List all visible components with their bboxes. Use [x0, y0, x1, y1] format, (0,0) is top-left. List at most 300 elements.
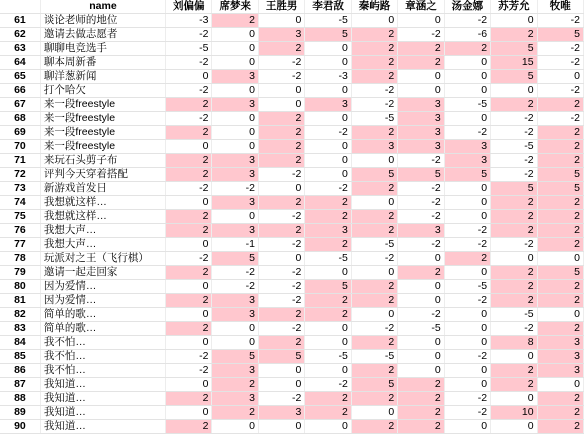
- value-cell[interactable]: 0: [212, 84, 258, 98]
- name-cell[interactable]: 我不怕…: [40, 336, 165, 350]
- value-cell[interactable]: 0: [258, 252, 304, 266]
- value-cell[interactable]: 2: [444, 252, 490, 266]
- value-cell[interactable]: 3: [212, 224, 258, 238]
- value-cell[interactable]: 0: [491, 420, 537, 434]
- value-cell[interactable]: -2: [537, 84, 583, 98]
- row-number[interactable]: 71: [0, 154, 40, 168]
- name-cell[interactable]: 我知道…: [40, 392, 165, 406]
- value-cell[interactable]: 0: [444, 364, 490, 378]
- row-number[interactable]: 83: [0, 322, 40, 336]
- value-cell[interactable]: 0: [444, 420, 490, 434]
- value-cell[interactable]: 5: [444, 168, 490, 182]
- value-cell[interactable]: 0: [398, 364, 444, 378]
- value-cell[interactable]: 2: [491, 280, 537, 294]
- value-cell[interactable]: 0: [258, 378, 304, 392]
- value-cell[interactable]: -2: [491, 168, 537, 182]
- value-cell[interactable]: 3: [537, 364, 583, 378]
- value-cell[interactable]: 2: [258, 196, 304, 210]
- value-cell[interactable]: -2: [258, 56, 304, 70]
- value-cell[interactable]: -2: [351, 98, 397, 112]
- value-cell[interactable]: -2: [166, 56, 212, 70]
- value-cell[interactable]: 3: [305, 98, 351, 112]
- value-cell[interactable]: 2: [537, 224, 583, 238]
- value-cell[interactable]: 2: [537, 238, 583, 252]
- name-cell[interactable]: 我想大声…: [40, 238, 165, 252]
- value-cell[interactable]: -6: [444, 28, 490, 42]
- value-cell[interactable]: 2: [166, 168, 212, 182]
- value-cell[interactable]: 2: [351, 28, 397, 42]
- name-cell[interactable]: 新游戏首发日: [40, 182, 165, 196]
- value-cell[interactable]: 2: [258, 140, 304, 154]
- value-cell[interactable]: 5: [258, 350, 304, 364]
- value-cell[interactable]: 3: [444, 154, 490, 168]
- value-cell[interactable]: -2: [537, 112, 583, 126]
- value-cell[interactable]: 3: [398, 126, 444, 140]
- value-cell[interactable]: 0: [491, 84, 537, 98]
- value-cell[interactable]: 0: [305, 336, 351, 350]
- value-cell[interactable]: 0: [444, 378, 490, 392]
- value-cell[interactable]: 2: [166, 126, 212, 140]
- name-cell[interactable]: 玩派对之王（飞行棋）: [40, 252, 165, 266]
- value-cell[interactable]: 2: [212, 378, 258, 392]
- value-cell[interactable]: 0: [305, 168, 351, 182]
- value-cell[interactable]: -5: [305, 350, 351, 364]
- row-number[interactable]: 80: [0, 280, 40, 294]
- value-cell[interactable]: 2: [537, 196, 583, 210]
- row-number[interactable]: 81: [0, 294, 40, 308]
- value-cell[interactable]: 2: [398, 406, 444, 420]
- row-number[interactable]: 75: [0, 210, 40, 224]
- value-cell[interactable]: 0: [305, 84, 351, 98]
- value-cell[interactable]: 0: [305, 154, 351, 168]
- row-number[interactable]: 65: [0, 70, 40, 84]
- value-cell[interactable]: -3: [305, 70, 351, 84]
- value-cell[interactable]: -2: [444, 224, 490, 238]
- name-cell[interactable]: 我想就这样…: [40, 196, 165, 210]
- header-person[interactable]: 牧唯: [537, 0, 583, 14]
- value-cell[interactable]: 0: [212, 126, 258, 140]
- value-cell[interactable]: -2: [258, 210, 304, 224]
- value-cell[interactable]: 2: [351, 210, 397, 224]
- value-cell[interactable]: -2: [537, 14, 583, 28]
- value-cell[interactable]: 2: [537, 420, 583, 434]
- value-cell[interactable]: 2: [491, 196, 537, 210]
- value-cell[interactable]: 2: [398, 378, 444, 392]
- value-cell[interactable]: -2: [398, 182, 444, 196]
- row-number[interactable]: 77: [0, 238, 40, 252]
- value-cell[interactable]: -2: [351, 322, 397, 336]
- value-cell[interactable]: 2: [398, 266, 444, 280]
- value-cell[interactable]: 3: [537, 336, 583, 350]
- value-cell[interactable]: 3: [398, 140, 444, 154]
- value-cell[interactable]: 0: [258, 420, 304, 434]
- name-cell[interactable]: 邀请一起走回家: [40, 266, 165, 280]
- value-cell[interactable]: 5: [305, 280, 351, 294]
- value-cell[interactable]: 2: [491, 98, 537, 112]
- value-cell[interactable]: 0: [212, 210, 258, 224]
- value-cell[interactable]: 0: [305, 364, 351, 378]
- name-cell[interactable]: 我不怕…: [40, 364, 165, 378]
- value-cell[interactable]: 0: [351, 266, 397, 280]
- header-person[interactable]: 章涵之: [398, 0, 444, 14]
- value-cell[interactable]: 0: [258, 364, 304, 378]
- value-cell[interactable]: -5: [444, 280, 490, 294]
- row-number[interactable]: 86: [0, 364, 40, 378]
- value-cell[interactable]: 0: [351, 308, 397, 322]
- value-cell[interactable]: 5: [491, 182, 537, 196]
- value-cell[interactable]: 2: [305, 196, 351, 210]
- name-cell[interactable]: 我知道…: [40, 420, 165, 434]
- value-cell[interactable]: 2: [351, 126, 397, 140]
- value-cell[interactable]: 2: [398, 420, 444, 434]
- value-cell[interactable]: 0: [212, 42, 258, 56]
- name-cell[interactable]: 来一段freestyle: [40, 140, 165, 154]
- value-cell[interactable]: 0: [305, 140, 351, 154]
- value-cell[interactable]: 2: [537, 392, 583, 406]
- value-cell[interactable]: 2: [351, 392, 397, 406]
- row-number[interactable]: 61: [0, 14, 40, 28]
- value-cell[interactable]: -2: [398, 196, 444, 210]
- value-cell[interactable]: 2: [166, 294, 212, 308]
- value-cell[interactable]: -5: [491, 140, 537, 154]
- value-cell[interactable]: 0: [398, 252, 444, 266]
- value-cell[interactable]: 2: [537, 294, 583, 308]
- value-cell[interactable]: 2: [491, 294, 537, 308]
- value-cell[interactable]: 2: [351, 364, 397, 378]
- value-cell[interactable]: 0: [305, 266, 351, 280]
- value-cell[interactable]: 3: [212, 196, 258, 210]
- row-number[interactable]: 62: [0, 28, 40, 42]
- header-person[interactable]: 王胜男: [258, 0, 304, 14]
- value-cell[interactable]: -2: [398, 28, 444, 42]
- value-cell[interactable]: 2: [351, 56, 397, 70]
- header-person[interactable]: 秦屿路: [351, 0, 397, 14]
- value-cell[interactable]: 0: [305, 420, 351, 434]
- value-cell[interactable]: -2: [491, 154, 537, 168]
- row-number[interactable]: 70: [0, 140, 40, 154]
- value-cell[interactable]: 2: [351, 280, 397, 294]
- value-cell[interactable]: -2: [351, 84, 397, 98]
- header-person[interactable]: 席梦来: [212, 0, 258, 14]
- value-cell[interactable]: 0: [537, 308, 583, 322]
- value-cell[interactable]: 0: [444, 196, 490, 210]
- value-cell[interactable]: 0: [305, 322, 351, 336]
- value-cell[interactable]: 15: [491, 56, 537, 70]
- value-cell[interactable]: 3: [258, 406, 304, 420]
- value-cell[interactable]: -2: [444, 238, 490, 252]
- value-cell[interactable]: 0: [258, 182, 304, 196]
- value-cell[interactable]: -2: [444, 392, 490, 406]
- value-cell[interactable]: 3: [398, 224, 444, 238]
- row-number[interactable]: 73: [0, 182, 40, 196]
- value-cell[interactable]: 0: [166, 336, 212, 350]
- header-rownum[interactable]: [0, 0, 40, 14]
- value-cell[interactable]: 2: [491, 224, 537, 238]
- value-cell[interactable]: 2: [258, 154, 304, 168]
- row-number[interactable]: 79: [0, 266, 40, 280]
- value-cell[interactable]: 2: [166, 210, 212, 224]
- value-cell[interactable]: 3: [212, 98, 258, 112]
- value-cell[interactable]: 2: [258, 42, 304, 56]
- value-cell[interactable]: 5: [537, 182, 583, 196]
- value-cell[interactable]: -2: [166, 252, 212, 266]
- value-cell[interactable]: -2: [212, 280, 258, 294]
- value-cell[interactable]: -2: [491, 126, 537, 140]
- value-cell[interactable]: 0: [444, 336, 490, 350]
- value-cell[interactable]: -1: [212, 238, 258, 252]
- value-cell[interactable]: 0: [398, 350, 444, 364]
- value-cell[interactable]: 8: [491, 336, 537, 350]
- value-cell[interactable]: 2: [166, 392, 212, 406]
- value-cell[interactable]: 0: [212, 336, 258, 350]
- value-cell[interactable]: 2: [537, 98, 583, 112]
- value-cell[interactable]: 2: [305, 406, 351, 420]
- value-cell[interactable]: 0: [537, 252, 583, 266]
- name-cell[interactable]: 聊本周新番: [40, 56, 165, 70]
- value-cell[interactable]: 2: [537, 126, 583, 140]
- value-cell[interactable]: 3: [212, 294, 258, 308]
- value-cell[interactable]: 3: [537, 350, 583, 364]
- name-cell[interactable]: 评判今天穿着搭配: [40, 168, 165, 182]
- value-cell[interactable]: 2: [258, 224, 304, 238]
- value-cell[interactable]: 2: [398, 42, 444, 56]
- name-cell[interactable]: 简单的歌…: [40, 322, 165, 336]
- name-cell[interactable]: 我知道…: [40, 378, 165, 392]
- value-cell[interactable]: -2: [491, 238, 537, 252]
- header-person[interactable]: 苏芳允: [491, 0, 537, 14]
- value-cell[interactable]: 0: [166, 238, 212, 252]
- value-cell[interactable]: 0: [398, 294, 444, 308]
- value-cell[interactable]: 0: [398, 336, 444, 350]
- value-cell[interactable]: 0: [351, 14, 397, 28]
- value-cell[interactable]: -2: [305, 378, 351, 392]
- value-cell[interactable]: -5: [351, 350, 397, 364]
- value-cell[interactable]: 3: [398, 112, 444, 126]
- name-cell[interactable]: 来一段freestyle: [40, 126, 165, 140]
- value-cell[interactable]: -2: [398, 210, 444, 224]
- value-cell[interactable]: -5: [351, 112, 397, 126]
- value-cell[interactable]: -2: [166, 28, 212, 42]
- value-cell[interactable]: 2: [537, 154, 583, 168]
- value-cell[interactable]: -2: [258, 70, 304, 84]
- value-cell[interactable]: 0: [305, 112, 351, 126]
- value-cell[interactable]: 2: [351, 294, 397, 308]
- value-cell[interactable]: 0: [166, 70, 212, 84]
- value-cell[interactable]: 3: [212, 168, 258, 182]
- value-cell[interactable]: 0: [491, 14, 537, 28]
- value-cell[interactable]: -2: [166, 84, 212, 98]
- value-cell[interactable]: 2: [351, 42, 397, 56]
- value-cell[interactable]: 2: [305, 238, 351, 252]
- value-cell[interactable]: 2: [491, 364, 537, 378]
- value-cell[interactable]: 0: [491, 252, 537, 266]
- value-cell[interactable]: 5: [537, 168, 583, 182]
- value-cell[interactable]: 2: [166, 98, 212, 112]
- value-cell[interactable]: -2: [258, 322, 304, 336]
- value-cell[interactable]: 0: [537, 70, 583, 84]
- value-cell[interactable]: 2: [305, 294, 351, 308]
- name-cell[interactable]: 聊聊电竞选手: [40, 42, 165, 56]
- value-cell[interactable]: 5: [537, 266, 583, 280]
- value-cell[interactable]: 2: [166, 224, 212, 238]
- value-cell[interactable]: -5: [305, 252, 351, 266]
- value-cell[interactable]: 5: [537, 28, 583, 42]
- value-cell[interactable]: 2: [258, 336, 304, 350]
- value-cell[interactable]: 3: [212, 364, 258, 378]
- row-number[interactable]: 82: [0, 308, 40, 322]
- value-cell[interactable]: 0: [166, 140, 212, 154]
- value-cell[interactable]: 0: [398, 70, 444, 84]
- row-number[interactable]: 64: [0, 56, 40, 70]
- value-cell[interactable]: -2: [258, 280, 304, 294]
- value-cell[interactable]: -2: [258, 238, 304, 252]
- value-cell[interactable]: 0: [444, 84, 490, 98]
- value-cell[interactable]: 0: [212, 322, 258, 336]
- value-cell[interactable]: -2: [258, 168, 304, 182]
- value-cell[interactable]: 2: [491, 210, 537, 224]
- value-cell[interactable]: 0: [212, 140, 258, 154]
- name-cell[interactable]: 因为爱情…: [40, 294, 165, 308]
- value-cell[interactable]: 0: [351, 406, 397, 420]
- value-cell[interactable]: -2: [537, 56, 583, 70]
- name-cell[interactable]: 我想大声…: [40, 224, 165, 238]
- value-cell[interactable]: 0: [212, 28, 258, 42]
- value-cell[interactable]: -2: [444, 126, 490, 140]
- value-cell[interactable]: 0: [351, 154, 397, 168]
- name-cell[interactable]: 因为爱情…: [40, 280, 165, 294]
- name-cell[interactable]: 我知道…: [40, 406, 165, 420]
- row-number[interactable]: 68: [0, 112, 40, 126]
- value-cell[interactable]: 2: [444, 42, 490, 56]
- value-cell[interactable]: 0: [398, 84, 444, 98]
- value-cell[interactable]: -2: [258, 266, 304, 280]
- name-cell[interactable]: 打个哈欠: [40, 84, 165, 98]
- value-cell[interactable]: 0: [305, 42, 351, 56]
- name-cell[interactable]: 来玩石头剪子布: [40, 154, 165, 168]
- row-number[interactable]: 88: [0, 392, 40, 406]
- value-cell[interactable]: 0: [212, 420, 258, 434]
- name-cell[interactable]: 聊洋葱新闻: [40, 70, 165, 84]
- value-cell[interactable]: 3: [351, 140, 397, 154]
- value-cell[interactable]: -5: [491, 308, 537, 322]
- value-cell[interactable]: 0: [444, 56, 490, 70]
- value-cell[interactable]: 2: [305, 392, 351, 406]
- value-cell[interactable]: 5: [398, 168, 444, 182]
- value-cell[interactable]: 2: [258, 126, 304, 140]
- value-cell[interactable]: 0: [491, 350, 537, 364]
- value-cell[interactable]: 0: [444, 210, 490, 224]
- value-cell[interactable]: -5: [166, 42, 212, 56]
- value-cell[interactable]: -2: [212, 182, 258, 196]
- value-cell[interactable]: -2: [444, 14, 490, 28]
- value-cell[interactable]: 0: [166, 406, 212, 420]
- value-cell[interactable]: 2: [351, 182, 397, 196]
- value-cell[interactable]: 2: [351, 336, 397, 350]
- value-cell[interactable]: -5: [398, 322, 444, 336]
- value-cell[interactable]: 3: [305, 224, 351, 238]
- value-cell[interactable]: 0: [258, 98, 304, 112]
- value-cell[interactable]: 0: [166, 196, 212, 210]
- value-cell[interactable]: 0: [537, 378, 583, 392]
- value-cell[interactable]: 2: [537, 406, 583, 420]
- value-cell[interactable]: 0: [444, 322, 490, 336]
- value-cell[interactable]: 0: [398, 280, 444, 294]
- value-cell[interactable]: -2: [258, 294, 304, 308]
- value-cell[interactable]: 0: [166, 378, 212, 392]
- value-cell[interactable]: -2: [398, 154, 444, 168]
- value-cell[interactable]: 0: [444, 70, 490, 84]
- row-number[interactable]: 84: [0, 336, 40, 350]
- value-cell[interactable]: 0: [166, 308, 212, 322]
- value-cell[interactable]: 2: [258, 112, 304, 126]
- value-cell[interactable]: -2: [444, 294, 490, 308]
- value-cell[interactable]: 3: [212, 70, 258, 84]
- value-cell[interactable]: 3: [444, 140, 490, 154]
- value-cell[interactable]: -2: [491, 112, 537, 126]
- header-name[interactable]: name: [40, 0, 165, 14]
- value-cell[interactable]: 5: [212, 252, 258, 266]
- value-cell[interactable]: 0: [398, 14, 444, 28]
- value-cell[interactable]: -2: [166, 112, 212, 126]
- header-person[interactable]: 汤金娜: [444, 0, 490, 14]
- row-number[interactable]: 87: [0, 378, 40, 392]
- value-cell[interactable]: 2: [351, 70, 397, 84]
- value-cell[interactable]: -2: [305, 126, 351, 140]
- row-number[interactable]: 78: [0, 252, 40, 266]
- value-cell[interactable]: 3: [398, 98, 444, 112]
- value-cell[interactable]: 0: [212, 56, 258, 70]
- value-cell[interactable]: -2: [166, 364, 212, 378]
- value-cell[interactable]: 5: [305, 28, 351, 42]
- value-cell[interactable]: -2: [258, 392, 304, 406]
- value-cell[interactable]: -2: [351, 252, 397, 266]
- value-cell[interactable]: 0: [444, 182, 490, 196]
- name-cell[interactable]: 我想就这样…: [40, 210, 165, 224]
- value-cell[interactable]: 2: [398, 392, 444, 406]
- value-cell[interactable]: 2: [537, 280, 583, 294]
- value-cell[interactable]: -2: [398, 238, 444, 252]
- value-cell[interactable]: 5: [491, 70, 537, 84]
- value-cell[interactable]: 10: [491, 406, 537, 420]
- value-cell[interactable]: 2: [537, 140, 583, 154]
- value-cell[interactable]: 2: [166, 322, 212, 336]
- value-cell[interactable]: 2: [212, 406, 258, 420]
- value-cell[interactable]: -5: [444, 98, 490, 112]
- value-cell[interactable]: -2: [166, 182, 212, 196]
- value-cell[interactable]: 0: [491, 392, 537, 406]
- header-person[interactable]: 李君敌: [305, 0, 351, 14]
- value-cell[interactable]: 0: [166, 280, 212, 294]
- value-cell[interactable]: 2: [537, 322, 583, 336]
- value-cell[interactable]: 0: [444, 308, 490, 322]
- value-cell[interactable]: 0: [444, 266, 490, 280]
- row-number[interactable]: 89: [0, 406, 40, 420]
- value-cell[interactable]: -2: [305, 182, 351, 196]
- value-cell[interactable]: 2: [398, 56, 444, 70]
- row-number[interactable]: 69: [0, 126, 40, 140]
- value-cell[interactable]: -5: [351, 238, 397, 252]
- value-cell[interactable]: 2: [305, 308, 351, 322]
- row-number[interactable]: 76: [0, 224, 40, 238]
- value-cell[interactable]: 5: [491, 42, 537, 56]
- name-cell[interactable]: 谈论老师的地位: [40, 14, 165, 28]
- value-cell[interactable]: 0: [444, 112, 490, 126]
- value-cell[interactable]: 0: [305, 56, 351, 70]
- name-cell[interactable]: 邀请去做志愿者: [40, 28, 165, 42]
- value-cell[interactable]: -2: [537, 42, 583, 56]
- value-cell[interactable]: -2: [444, 406, 490, 420]
- value-cell[interactable]: 2: [258, 308, 304, 322]
